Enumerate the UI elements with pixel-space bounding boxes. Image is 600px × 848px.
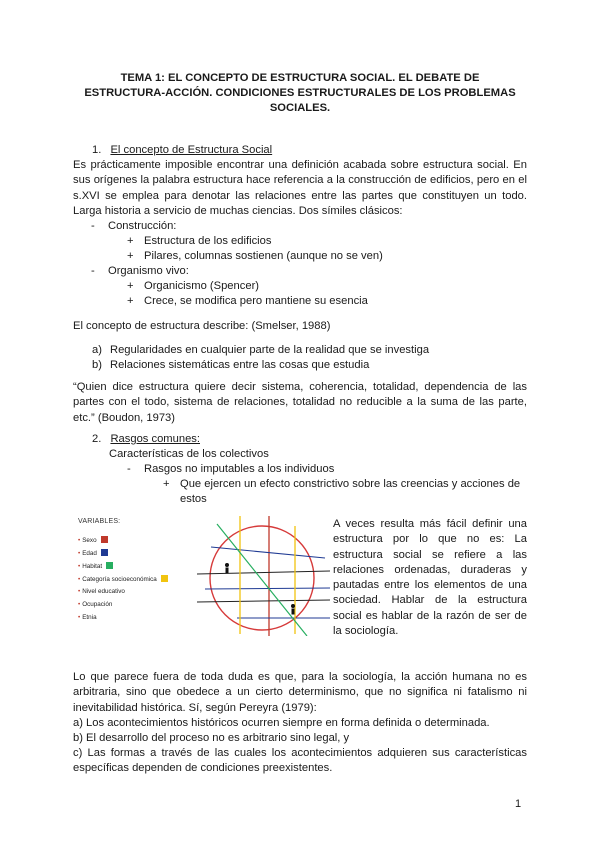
section-2-sub-item-cont: estos bbox=[180, 493, 207, 505]
closing-item-c: c) Las formas a través de las cuales los acontecimientos adquieren sus características específicas dependen de condiciones preexistentes. bbox=[73, 747, 527, 775]
section-2-title: Rasgos comunes: bbox=[110, 433, 200, 445]
list-marker: - bbox=[127, 463, 131, 475]
black-line-2 bbox=[197, 600, 330, 602]
variable-item bbox=[78, 536, 108, 544]
society-circle bbox=[210, 526, 314, 630]
sub-text: Que ejercen un efecto constrictivo sobre las creencias y acciones de bbox=[180, 478, 521, 490]
list-text: Organismo vivo: bbox=[108, 265, 189, 277]
section-1-intro: Es prácticamente imposible encontrar una definición acabada sobre estructura social. En sus orígenes la palabra estructura hace referencia a la construcción de edificios, pero en el s.XVI se emplea para denotar las relaciones entre las partes que constituyen un todo. Larga historia a servicio de muchas ciencias. Dos símiles clásicos: bbox=[73, 159, 527, 217]
sub-marker: + bbox=[127, 235, 134, 247]
variable-item bbox=[78, 601, 112, 608]
blue-line-2 bbox=[205, 588, 330, 589]
title-line-1: TEMA 1: EL CONCEPTO DE ESTRUCTURA SOCIAL. EL DEBATE DE bbox=[120, 72, 480, 84]
point-marker: b) bbox=[92, 359, 102, 371]
list-marker: - bbox=[91, 220, 95, 232]
sub-text: Crece, se modifica pero mantiene su esencia bbox=[144, 295, 368, 307]
list-text: Construcción: bbox=[108, 220, 177, 232]
person-icon-2 bbox=[291, 604, 295, 615]
section-2-number: 2. bbox=[92, 433, 102, 445]
sub-text: Pilares, columnas sostienen (aunque no se ven) bbox=[144, 250, 383, 262]
color-swatch bbox=[106, 562, 113, 569]
list-text: Rasgos no imputables a los individuos bbox=[144, 463, 335, 475]
bullet-icon: • bbox=[78, 614, 81, 621]
sub-item-estructura bbox=[127, 234, 272, 249]
variable-item bbox=[78, 562, 113, 570]
point-b bbox=[92, 358, 370, 373]
variables-title: VARIABLES: bbox=[78, 518, 121, 525]
section-2-sub-item bbox=[163, 477, 521, 492]
variable-label: Categoría socioeconómica bbox=[82, 576, 157, 583]
title-line-2: ESTRUCTURA-ACCIÓN. CONDICIONES ESTRUCTURALES DE LOS PROBLEMAS bbox=[84, 87, 516, 99]
boudon-quote: “Quien dice estructura quiere decir sistema, coherencia, totalidad, dependencia de las partes con el todo, sistema de relaciones, totalidad no reducible a la suma de las parte, etc.” (Boudon, 1973) bbox=[73, 381, 527, 424]
side-paragraph: A veces resulta más fácil definir una estructura por lo que no es: La estructura social se refiere a las relaciones ordenadas, duraderas y pautadas entre los elementos de una sociedad. Hablar de la estructura social es hablar de la razón de ser de la sociología. bbox=[333, 518, 527, 638]
sub-marker: + bbox=[127, 250, 134, 262]
point-text: Relaciones sistemáticas entre las cosas que estudia bbox=[110, 359, 370, 371]
point-a bbox=[92, 343, 430, 358]
variable-label: Habitat bbox=[82, 563, 103, 570]
variable-label: Sexo bbox=[82, 537, 97, 544]
section-2-heading bbox=[92, 432, 200, 447]
variable-item bbox=[78, 575, 168, 583]
person-icon bbox=[225, 563, 229, 574]
bullet-icon: • bbox=[78, 601, 81, 608]
closing-item-a: a) Los acontecimientos históricos ocurren siempre en forma definida o determinada. bbox=[73, 717, 490, 729]
title-line-3: SOCIALES. bbox=[269, 102, 331, 114]
sub-item-pilares bbox=[127, 249, 383, 264]
document-title bbox=[60, 71, 540, 116]
color-swatch bbox=[101, 536, 108, 543]
color-swatch bbox=[161, 575, 168, 582]
sub-item-crece bbox=[127, 294, 368, 309]
sub-item-organicismo bbox=[127, 279, 260, 294]
bullet-icon: • bbox=[78, 563, 81, 570]
black-line bbox=[197, 571, 330, 574]
sub-marker: + bbox=[163, 478, 170, 490]
section-1-heading bbox=[92, 143, 272, 158]
variable-label: Etnia bbox=[82, 614, 97, 621]
describe-line: El concepto de estructura describe: (Smelser, 1988) bbox=[73, 320, 331, 332]
bullet-icon: • bbox=[78, 537, 81, 544]
list-item-organismo bbox=[91, 264, 189, 279]
color-swatch bbox=[101, 549, 108, 556]
sub-text: Estructura de los edificios bbox=[144, 235, 272, 247]
point-text: Regularidades en cualquier parte de la realidad que se investiga bbox=[110, 344, 430, 356]
bullet-icon: • bbox=[78, 588, 81, 595]
closing-item-b: b) El desarrollo del proceso no es arbitrario sino legal, y bbox=[73, 732, 350, 744]
sub-marker: + bbox=[127, 280, 134, 292]
structure-diagram bbox=[197, 514, 330, 636]
variable-label: Nivel educativo bbox=[82, 588, 125, 595]
closing-paragraph: Lo que parece fuera de toda duda es que, para la sociología, la acción humana no es arbitraria, sino que obedece a un cierto determinismo, que no significa ni fatalismo ni inevitabilidad histórica. Sí, según Pereyra (1979): bbox=[73, 671, 527, 714]
page-number: 1 bbox=[515, 798, 522, 810]
point-marker: a) bbox=[92, 344, 102, 356]
sub-text: Organicismo (Spencer) bbox=[144, 280, 260, 292]
structure-figure bbox=[72, 514, 330, 636]
section-2-subheading: Características de los colectivos bbox=[109, 448, 269, 460]
variable-item bbox=[78, 588, 125, 595]
section-2-list-item bbox=[127, 462, 335, 477]
variable-item bbox=[78, 614, 97, 621]
variable-label: Edad bbox=[82, 550, 97, 557]
variable-item bbox=[78, 549, 108, 557]
sub-marker: + bbox=[127, 295, 134, 307]
variable-label: Ocupación bbox=[82, 601, 113, 608]
list-item-construccion bbox=[91, 219, 177, 234]
variables-legend bbox=[72, 514, 197, 636]
list-marker: - bbox=[91, 265, 95, 277]
bullet-icon: • bbox=[78, 550, 81, 557]
bullet-icon: • bbox=[78, 576, 81, 583]
section-1-number: 1. bbox=[92, 144, 102, 156]
section-1-title: El concepto de Estructura Social bbox=[110, 144, 273, 156]
